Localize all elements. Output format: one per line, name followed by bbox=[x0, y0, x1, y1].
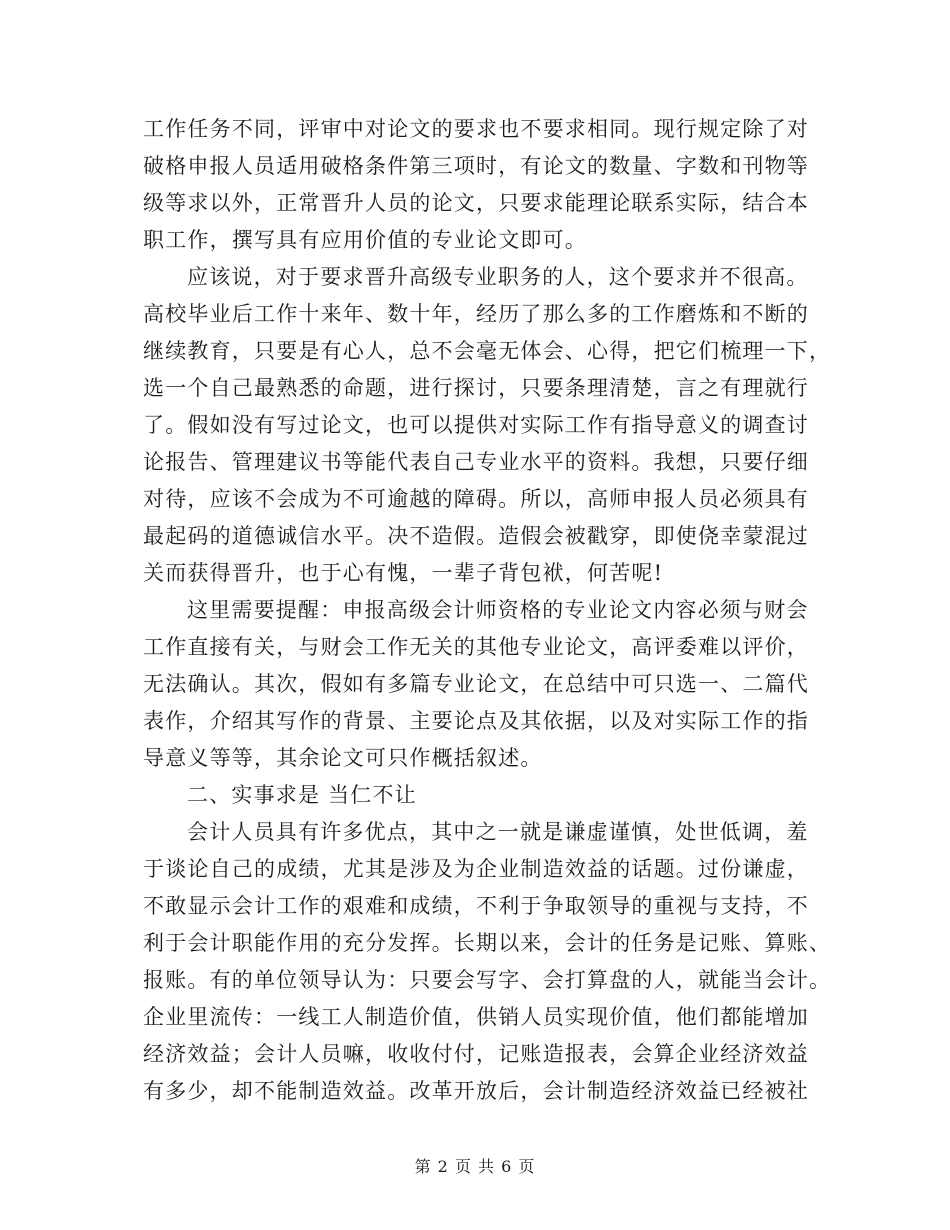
text-line: 这里需要提醒：申报高级会计师资格的专业论文内容必须与财会 bbox=[187, 598, 809, 622]
text-line: 不敢显示会计工作的艰难和成绩，不利于争取领导的重视与支持，不 bbox=[143, 894, 809, 918]
page-number-footer: 第 2 页 共 6 页 bbox=[414, 1157, 536, 1176]
text-line: 了。假如没有写过论文，也可以提供对实际工作有指导意义的调查讨 bbox=[143, 413, 809, 437]
text-line: 企业里流传：一线工人制造价值，供销人员实现价值，他们都能增加 bbox=[143, 1005, 809, 1029]
text-line: 职工作，撰写具有应用价值的专业论文即可。 bbox=[143, 228, 587, 252]
text-line: 有多少，却不能制造效益。改革开放后，会计制造经济效益已经被社 bbox=[143, 1079, 809, 1103]
text-line: 工作任务不同，评审中对论文的要求也不要求相同。现行规定除了对 bbox=[143, 117, 809, 141]
body-text bbox=[143, 111, 832, 1110]
text-line: 报账。有的单位领导认为：只要会写字、会打算盘的人，就能当会计。 bbox=[143, 968, 832, 992]
text-line: 导意义等等，其余论文可只作概括叙述。 bbox=[143, 746, 543, 770]
text-line: 表作，介绍其写作的背景、主要论点及其依据，以及对实际工作的指 bbox=[143, 709, 809, 733]
text-line: 会计人员具有许多优点，其中之一就是谦虚谨慎，处世低调，羞 bbox=[187, 820, 809, 844]
text-line: 选一个自己最熟悉的命题，进行探讨，只要条理清楚，言之有理就行 bbox=[143, 376, 809, 400]
text-line: 于谈论自己的成绩，尤其是涉及为企业制造效益的话题。过份谦虚， bbox=[143, 857, 809, 881]
text-line: 利于会计职能作用的充分发挥。长期以来，会计的任务是记账、算账、 bbox=[143, 931, 832, 955]
text-line: 级等求以外，正常晋升人员的论文，只要求能理论联系实际，结合本 bbox=[143, 191, 809, 215]
text-line: 关而获得晋升，也于心有愧，一辈子背包袱，何苦呢! bbox=[143, 561, 664, 585]
text-line: 论报告、管理建议书等能代表自己专业水平的资料。我想，只要仔细 bbox=[143, 450, 809, 474]
text-line: 二、实事求是 当仁不让 bbox=[187, 783, 417, 807]
text-line: 最起码的道德诚信水平。决不造假。造假会被戳穿，即使侥幸蒙混过 bbox=[143, 524, 809, 548]
text-line: 继续教育，只要是有心人，总不会毫无体会、心得，把它们梳理一下， bbox=[143, 339, 832, 363]
text-line: 破格申报人员适用破格条件第三项时，有论文的数量、字数和刊物等 bbox=[143, 154, 809, 178]
text-line: 经济效益；会计人员嘛，收收付付，记账造报表，会算企业经济效益 bbox=[143, 1042, 809, 1066]
text-line: 无法确认。其次，假如有多篇专业论文，在总结中可只选一、二篇代 bbox=[143, 672, 809, 696]
text-line: 对待，应该不会成为不可逾越的障碍。所以，高师申报人员必须具有 bbox=[143, 487, 809, 511]
text-line: 应该说，对于要求晋升高级专业职务的人，这个要求并不很高。 bbox=[187, 265, 809, 289]
text-line: 高校毕业后工作十来年、数十年，经历了那么多的工作磨炼和不断的 bbox=[143, 302, 809, 326]
text-line: 工作直接有关，与财会工作无关的其他专业论文，高评委难以评价， bbox=[143, 635, 809, 659]
